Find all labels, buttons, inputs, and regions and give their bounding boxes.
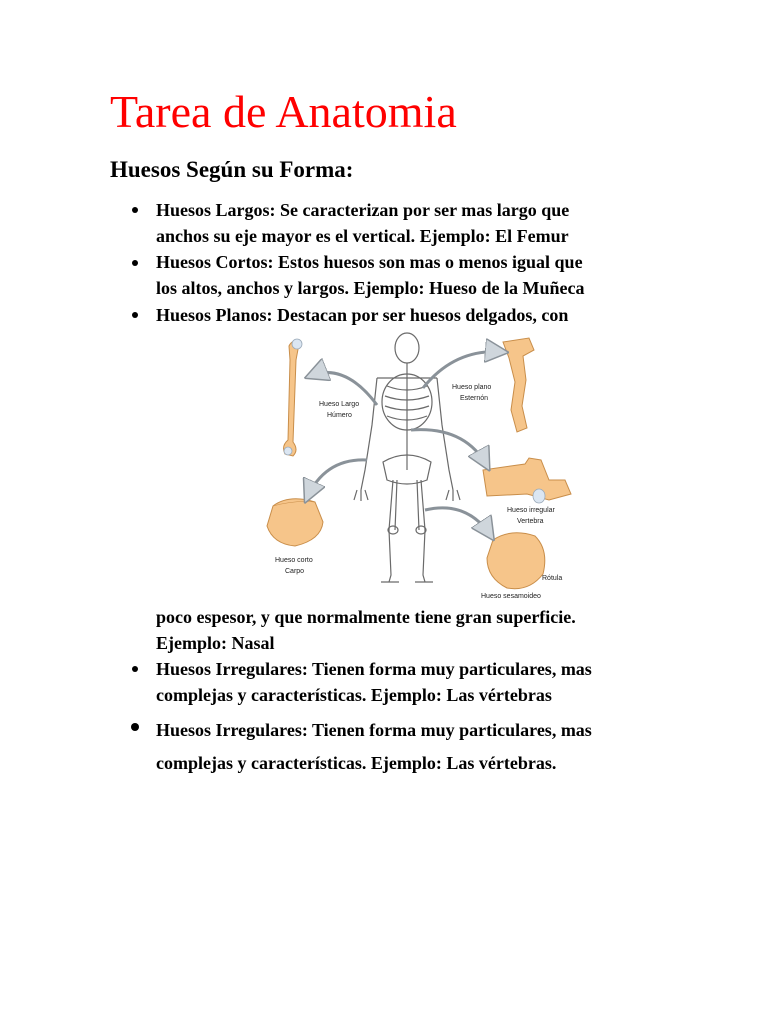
flat-bone-illustration [503, 338, 534, 432]
bullet-icon [132, 260, 138, 266]
flat-bone-example: Esternón [460, 395, 489, 402]
section-subtitle: Huesos Según su Forma: [110, 157, 354, 182]
long-bone-label: Hueso Largo [319, 401, 360, 408]
list-item-line: Huesos Irregulares: Tienen forma muy particulares, mas [156, 659, 592, 679]
short-bone-illustration [267, 499, 323, 546]
short-bone-example: Carpo [285, 568, 305, 575]
list-item-irregular-bones-repeat [156, 714, 716, 780]
list-item-line: Huesos Cortos: Estos huesos son mas o menos igual que [156, 252, 583, 272]
short-bone-label: Hueso corto [275, 557, 313, 564]
bullet-icon [132, 207, 138, 213]
bone-types-figure [255, 330, 585, 600]
irregular-bone-illustration [483, 458, 571, 503]
list-item-line: Ejemplo: Nasal [156, 633, 275, 653]
list-item-line: Huesos Largos: Se caracterizan por ser mas largo que [156, 200, 570, 220]
list-item-flat-bones [156, 302, 716, 328]
list-item-line: complejas y características. Ejemplo: Las vértebras [156, 685, 552, 705]
list-item-long-bones [156, 197, 716, 249]
list-item-line: poco espesor, y que normalmente tiene gran superficie. [156, 607, 576, 627]
sesamoid-bone-example: Rótula [542, 575, 563, 582]
irregular-bone-example: Vertebra [517, 518, 544, 525]
list-item-line: Huesos Irregulares: Tienen forma muy particulares, mas [156, 720, 592, 740]
skeleton-illustration [354, 333, 460, 582]
bullet-icon [132, 666, 138, 672]
list-item-line: Huesos Planos: Destacan por ser huesos delgados, con [156, 305, 569, 325]
page-title: Tarea de Anatomia [110, 86, 457, 137]
long-bone-illustration [284, 339, 302, 456]
list-item-flat-bones-continued [156, 604, 716, 656]
bullet-icon [132, 312, 138, 318]
sesamoid-bone-label: Hueso sesamoideo [481, 593, 541, 600]
list-item-short-bones [156, 249, 716, 301]
list-item-line: los altos, anchos y largos. Ejemplo: Hueso de la Muñeca [156, 278, 585, 298]
sesamoid-bone-illustration [487, 533, 545, 589]
list-item-line: anchos su eje mayor es el vertical. Ejemplo: El Femur [156, 226, 569, 246]
bullet-icon [131, 723, 139, 731]
long-bone-example: Húmero [327, 412, 352, 419]
list-item-line: complejas y características. Ejemplo: Las vértebras. [156, 753, 557, 773]
flat-bone-label: Hueso plano [452, 384, 492, 391]
irregular-bone-label: Hueso irregular [507, 507, 555, 514]
list-item-irregular-bones [156, 656, 716, 708]
